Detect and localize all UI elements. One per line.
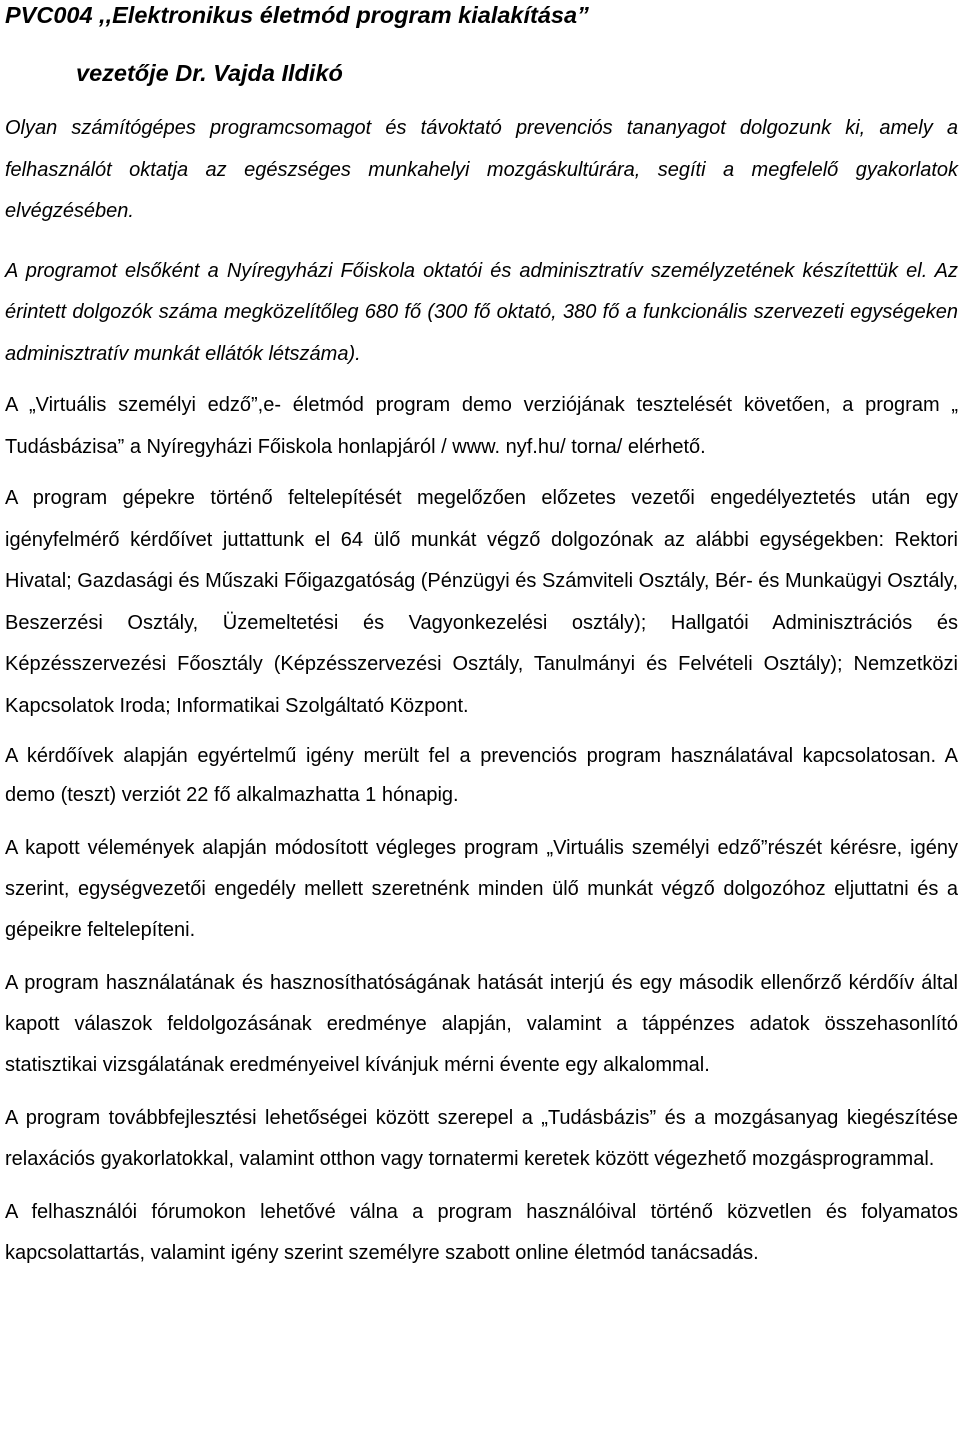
- document-body: [5, 108, 958, 1274]
- paragraph-text: A felhasználói fórumokon lehetővé válna a program használóival történő közvetlen és folyamatos kapcsolattartás, valamint igény szerint személyre szabott online életmód tanácsadás.: [5, 1201, 958, 1264]
- paragraph: [5, 478, 958, 727]
- paragraph: [5, 828, 958, 951]
- paragraph: [5, 963, 958, 1086]
- document-title: PVC004 ,,Elektronikus életmód program kialakítása”: [5, 2, 589, 28]
- paragraph-text: A program továbbfejlesztési lehetőségei között szerepel a „Tudásbázis” és a mozgásanyag kiegészítése relaxációs gyakorlatokkal, valamint otthon vagy tornatermi keretek között végezhető mozgásprogrammal.: [5, 1107, 958, 1170]
- paragraph: [5, 108, 958, 233]
- paragraph: [5, 385, 958, 468]
- paragraph-text: A program használatának és hasznosíthatóságának hatását interjú és egy második ellenőrző kérdőív által kapott válaszok feldolgozásának eredménye alapján, valamint a táppénzes adatok összehasonlító statisztikai vizsgálatának eredményeivel kívánjuk mérni évente egy alkalommal.: [5, 972, 958, 1076]
- document-page: [5, 0, 958, 1274]
- paragraph-text: A kérdőívek alapján egyértelmű igény merült fel a prevenciós program használatával kapcsolatosan. A demo (teszt) verziót 22 fő alkalmazhatta 1 hónapig.: [5, 745, 958, 806]
- paragraph: [5, 1192, 958, 1274]
- paragraph-text: Az érintett dolgozók száma megközelítőleg 680 fő (300 fő oktató, 380 fő a funkcionális szervezeti egységeken adminisztratív munkát ellátók létszáma).: [5, 259, 958, 365]
- paragraph-text: A kapott vélemények alapján módosított végleges program „Virtuális személyi edző”részét kérésre, igény szerint, egységvezetői engedély mellett szeretnénk minden ülő munkát végző dolgozóhoz eljuttatni és a gépeikre feltelepíteni.: [5, 837, 958, 941]
- paragraph-text: A programot elsőként a Nyíregyházi Főiskola oktatói és adminisztratív személyzetének készítettük el.: [5, 259, 935, 282]
- paragraph: [5, 737, 958, 815]
- paragraph-text: A program gépekre történő feltelepítését megelőzően előzetes vezetői engedélyeztetés után egy igényfelmérő kérdőívet juttattunk el 64 ülő munkát végző dolgozónak az alábbi egységekben: Rektori Hivatal; Gazdasági és Műszaki Főigazgatóság (Pénzügyi és Számviteli Osztály, Bér- és Munkaügyi Osztály, Beszerzési Osztály, Üzemeltetési és Vagyonkezelési osztály); Hallgatói Adminisztrációs és Képzésszervezési Főosztály (Képzésszervezési Osztály, Tanulmányi és Felvételi Osztály); Nemzetközi Kapcsolatok Iroda; Informatikai Szolgáltató Központ.: [5, 487, 958, 717]
- paragraph: [5, 251, 958, 376]
- paragraph: [5, 1098, 958, 1180]
- paragraph-text: A „Virtuális személyi edző”,e- életmód program demo verziójának tesztelését követően, a program „ Tudásbázisa” a Nyíregyházi Főiskola honlapjáról / www. nyf.hu/ torna/ elérhető.: [5, 394, 958, 458]
- project-leader: vezetője Dr. Vajda Ildikó: [76, 60, 343, 86]
- paragraph-text: Olyan számítógépes programcsomagot és távoktató prevenciós tananyagot dolgozunk ki, amely a felhasználót oktatja az egészséges munkahelyi mozgáskultúrára, segíti a megfelelő gyakorlatok elvégzésében.: [5, 117, 958, 222]
